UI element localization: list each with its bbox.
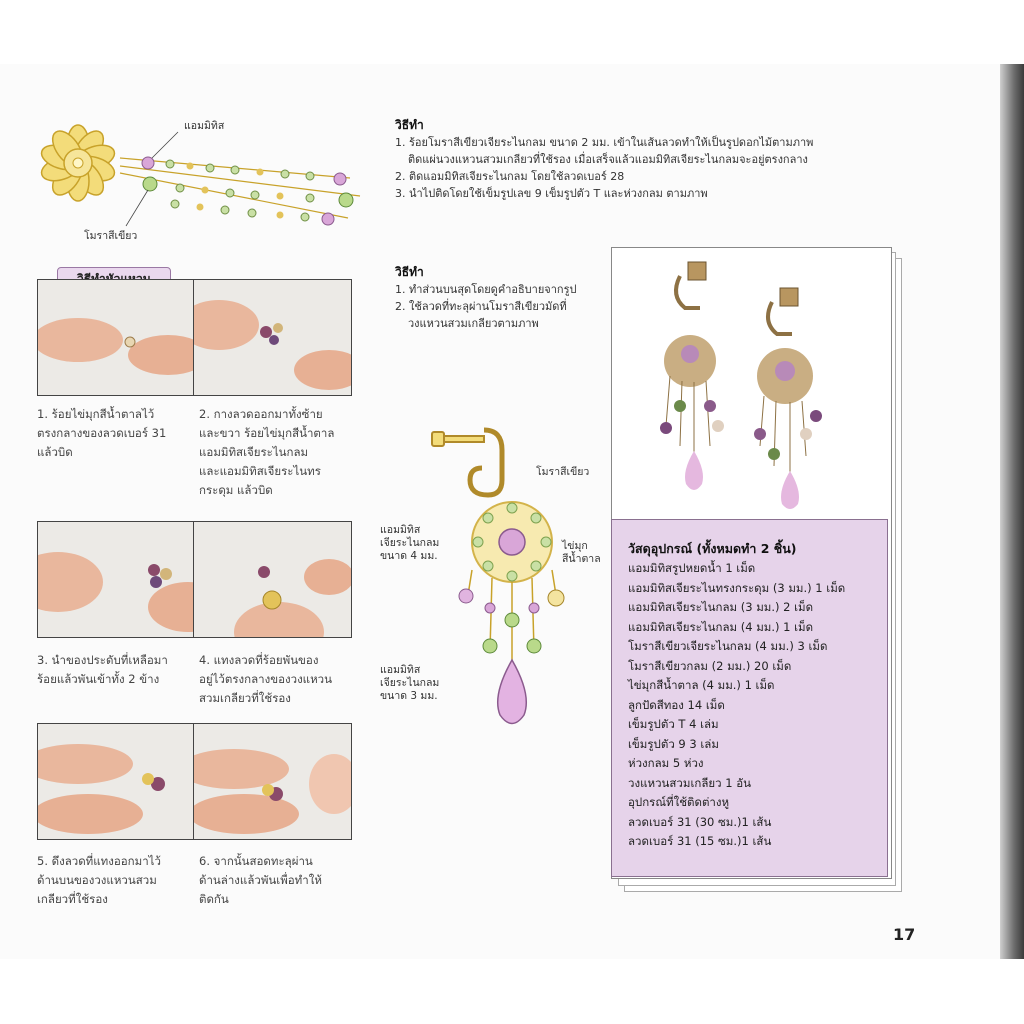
necklace-strand-illustration xyxy=(30,118,380,243)
materials-item: โมราสีเขียวกลม (2 มม.) 20 เม็ด xyxy=(628,658,792,673)
step-photo-3 xyxy=(37,521,195,638)
label-amethyst: แอมมิทิส xyxy=(184,120,225,132)
label-amethyst-3mm: แอมมิทิส เจียระไนกลม ขนาด 3 มม. xyxy=(380,664,440,702)
method2-line-1: 1. ทำส่วนบนสุดโดยดูคำอธิบายจากรูป xyxy=(395,283,577,296)
materials-item: แอมมิทิสเจียระไนกลม (3 มม.) 2 เม็ด xyxy=(628,600,814,614)
materials-item: อุปกรณ์ที่ใช้ติดต่างหู xyxy=(628,795,730,809)
earring-right xyxy=(754,288,822,509)
materials-item: เข็มรูปตัว 9 3 เล่ม xyxy=(628,736,719,751)
method1-line-3: 2. ติดแอมมิทิสเจียระไนกลม โดยใช้ลวดเบอร์ 28 xyxy=(395,170,625,183)
step-caption-3: 3. นำของประดับที่เหลือมา ร้อยแล้วพันเข้าทั้ง 2 ข้าง xyxy=(37,653,168,686)
earrings-photo xyxy=(630,256,870,514)
book-spine xyxy=(1000,64,1024,959)
step-photo-6 xyxy=(193,723,352,840)
materials-item: เข็มรูปตัว T 4 เล่ม xyxy=(628,717,719,731)
step-photo-5 xyxy=(37,723,195,840)
materials-item: แอมมิทิสรูปหยดน้ำ 1 เม็ด xyxy=(628,561,756,575)
label-amethyst-4mm: แอมมิทิส เจียระไนกลม ขนาด 4 มม. xyxy=(380,524,440,562)
method1-line-1: 1. ร้อยโมราสีเขียวเจียระไนกลม ขนาด 2 มม. เข้าในเส้นลวดทำให้เป็นรูปดอกไม้ตามภาพ xyxy=(395,136,814,149)
page-number: 17 xyxy=(893,925,916,944)
method2-line-3: วงแหวนสวมเกลียวตามภาพ xyxy=(408,317,539,330)
step-caption-1: 1. ร้อยไข่มุกสีน้ำตาลไว้ ตรงกลางของลวดเบอร์ 31 แล้วบิด xyxy=(37,407,167,459)
materials-list xyxy=(628,559,883,852)
materials-item: ไข่มุกสีน้ำตาล (4 มม.) 1 เม็ด xyxy=(628,678,775,692)
step-caption-2: 2. กางลวดออกมาทั้งซ้าย และขวา ร้อยไข่มุกสีน้ำตาล แอมมิทิสเจียระไนกลม และแอมมิทิสเจียระไนทร กระดุม แล้วบิด xyxy=(199,407,335,497)
earring-left xyxy=(660,262,724,490)
materials-item: ลวดเบอร์ 31 (30 ซม.)1 เส้น xyxy=(628,814,772,829)
label-green-quartz-diagram: โมราสีเขียว xyxy=(536,466,590,478)
materials-item: ห่วงกลม 5 ห่วง xyxy=(628,756,704,770)
materials-item: วงแหวนสวมเกลียว 1 อัน xyxy=(628,775,751,790)
method2-line-2: 2. ใช้ลวดที่ทะลุผ่านโมราสีเขียวมัดที่ xyxy=(395,300,567,313)
method1-line-2: ติดแผ่นวงแหวนสวมเกลียวที่ใช้รอง เมื่อเสร็จแล้วแอมมิทิสเจียระไนกลมจะอยู่ตรงกลาง xyxy=(408,153,808,166)
materials-box xyxy=(611,519,888,877)
step-photo-1 xyxy=(37,279,195,396)
materials-item: แอมมิทิสเจียระไนกลม (4 มม.) 1 เม็ด xyxy=(628,619,814,634)
step-caption-4: 4. แทงลวดที่ร้อยพันของ อยู่ไว้ตรงกลางของวงแหวน สวมเกลียวที่ใช้รอง xyxy=(199,653,332,705)
method1-line-4: 3. นำไปติดโดยใช้เข็มรูปเลข 9 เข็มรูปตัว T และห่วงกลม ตามภาพ xyxy=(395,187,708,200)
teardrop-amethyst xyxy=(498,660,527,724)
label-brown-pearl: ไข่มุก สีน้ำตาล xyxy=(562,540,601,565)
materials-title: วัสดุอุปกรณ์ (ทั้งหมดทำ 2 ชิ้น) xyxy=(628,541,797,556)
materials-item: โมราสีเขียวเจียระไนกลม (4 มม.) 3 เม็ด xyxy=(628,639,828,653)
gold-flower-filigree xyxy=(38,125,117,201)
step-photo-4 xyxy=(193,521,352,638)
materials-item: แอมมิทิสเจียระไนทรงกระดุม (3 มม.) 1 เม็ด xyxy=(628,580,846,595)
flower-setting xyxy=(472,502,552,582)
method1-heading: วิธีทำ xyxy=(395,118,424,132)
step-caption-6: 6. จากนั้นสอดทะลุผ่าน ด้านล่างแล้วพันเพื่อทำให้ ติดกัน xyxy=(199,854,322,906)
materials-item: ลูกปัดสีทอง 14 เม็ด xyxy=(628,697,725,712)
method2-heading: วิธีทำ xyxy=(395,265,424,279)
label-green-quartz: โมราสีเขียว xyxy=(84,230,138,242)
step-photo-2 xyxy=(193,279,352,396)
step-caption-5: 5. ดึงลวดที่แทงออกมาไว้ ด้านบนของวงแหวนสวม เกลียวที่ใช้รอง xyxy=(37,854,161,906)
materials-item: ลวดเบอร์ 31 (15 ซม.)1 เส้น xyxy=(628,834,772,848)
